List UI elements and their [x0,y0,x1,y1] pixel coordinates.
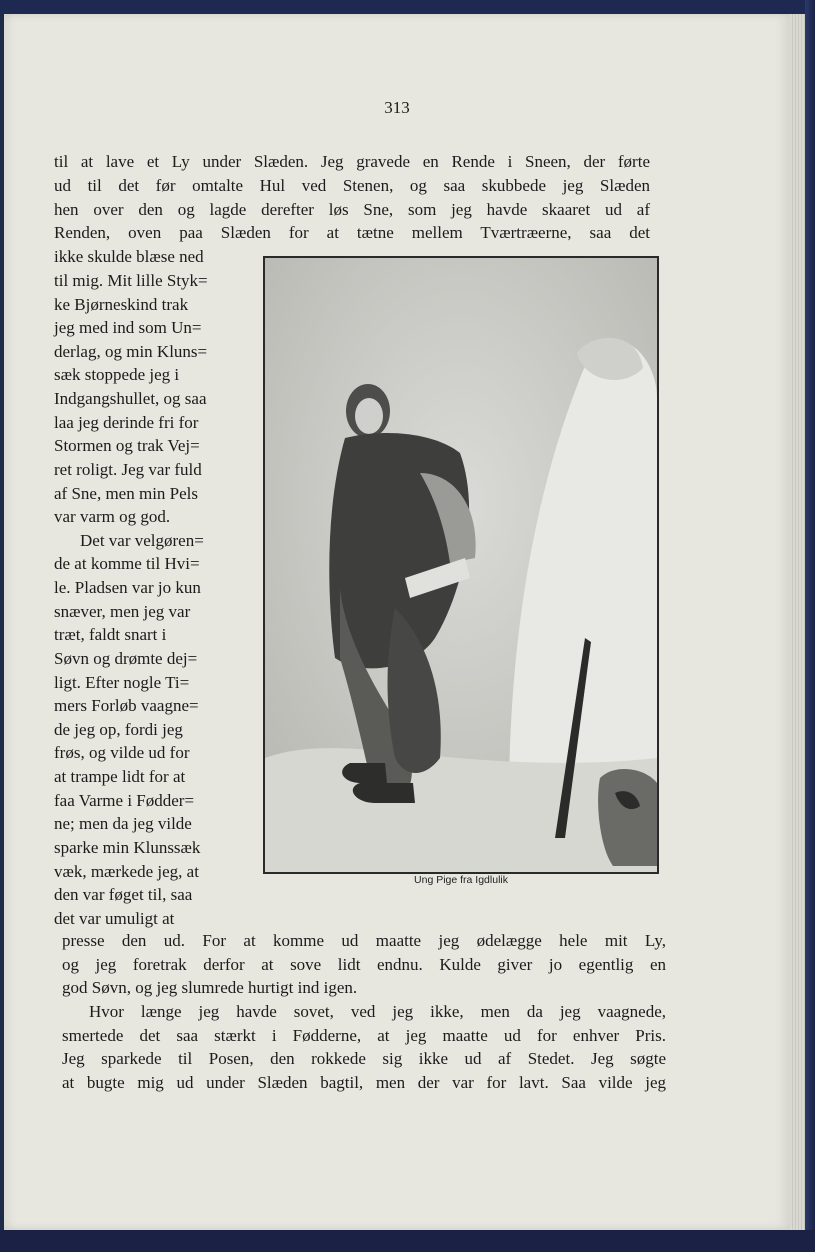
text-line: Det var velgøren= [80,531,204,550]
line-text: og jeg foretrak derfor at sove lidt endnu. Kulde giver jo egentlig en [62,955,666,974]
snow-ground [265,748,657,872]
line-text: presse den ud. For at komme ud maatte jeg ødelægge hele mit Ly, [62,931,666,950]
page-edge [790,14,806,1230]
text-line: derlag, og min Kluns= [54,342,208,361]
text-line [62,1072,666,1094]
text-line [62,1048,666,1070]
page-number: 313 [384,98,410,117]
text-line: snæver, men jeg var [54,602,191,621]
photograph [263,256,659,874]
book-cover-top [0,0,815,14]
text-line: af Sne, men min Pels [54,484,199,503]
text-line: ret roligt. Jeg var fuld [54,460,202,479]
text-line [54,151,650,173]
text-line: væk, mærkede jeg, at [54,862,199,881]
text-line: laa jeg derinde fri for [54,413,199,432]
text-line [54,222,650,244]
line-text: Hvor længe jeg havde sovet, ved jeg ikke, men da jeg vaagnede, [89,1002,666,1021]
text-line [54,175,650,197]
text-line [62,930,666,952]
line-text: hen over den og lagde derefter løs Sne, som jeg havde skaaret ud af [54,200,650,219]
text-line: god Søvn, og jeg slumrede hurtigt ind igen. [62,978,358,997]
text-line: Indgangshullet, og saa [54,389,207,408]
book-cover-right [805,0,815,1252]
text-line: til mig. Mit lille Styk= [54,271,208,290]
line-text: ud til det før omtalte Hul ved Stenen, og saa skubbede jeg Slæden [54,176,650,195]
text-line: jeg med ind som Un= [54,318,202,337]
text-line: faa Varme i Fødder= [54,791,195,810]
text-line: Søvn og drømte dej= [54,649,198,668]
text-line: ke Bjørneskind trak [54,295,189,314]
line-text: Renden, oven paa Slæden for at tætne mellem Tværtræerne, saa det [54,223,650,242]
text-line: ligt. Efter nogle Ti= [54,673,190,692]
line-text: smertede det saa stærkt i Fødderne, at jeg maatte ud for enhver Pris. [62,1026,666,1045]
text-line: den var føget til, saa [54,885,193,904]
text-line: at trampe lidt for at [54,767,186,786]
text-line: træt, faldt snart i [54,625,167,644]
text-line: ikke skulde blæse ned [54,247,204,266]
text-line: det var umuligt at [54,909,175,928]
dog [598,769,657,866]
text-line: sparke min Klunssæk [54,838,201,857]
text-line [62,954,666,976]
text-line [54,199,650,221]
text-line: sæk stoppede jeg i [54,365,180,384]
book-page [4,14,790,1230]
text-line [62,1025,666,1047]
text-line: mers Forløb vaagne= [54,696,199,715]
text-line: de jeg op, fordi jeg [54,720,183,739]
text-line: var varm og god. [54,507,171,526]
photo-caption: Ung Pige fra Igdlulik [414,874,508,886]
text-line: frøs, og vilde ud for [54,743,190,762]
text-line: ne; men da jeg vilde [54,814,192,833]
photo-illustration [265,258,657,872]
line-text: at bugte mig ud under Slæden bagtil, men der var for lavt. Saa vilde jeg [62,1073,666,1092]
book-cover-bottom [0,1230,815,1252]
text-line: le. Pladsen var jo kun [54,578,201,597]
line-text: Jeg sparkede til Posen, den rokkede sig ikke ud af Stedet. Jeg søgte [62,1049,666,1068]
line-text: til at lave et Ly under Slæden. Jeg gravede en Rende i Sneen, der førte [54,152,650,171]
text-line [89,1001,666,1023]
text-line: de at komme til Hvi= [54,554,200,573]
text-line: Stormen og trak Vej= [54,436,200,455]
